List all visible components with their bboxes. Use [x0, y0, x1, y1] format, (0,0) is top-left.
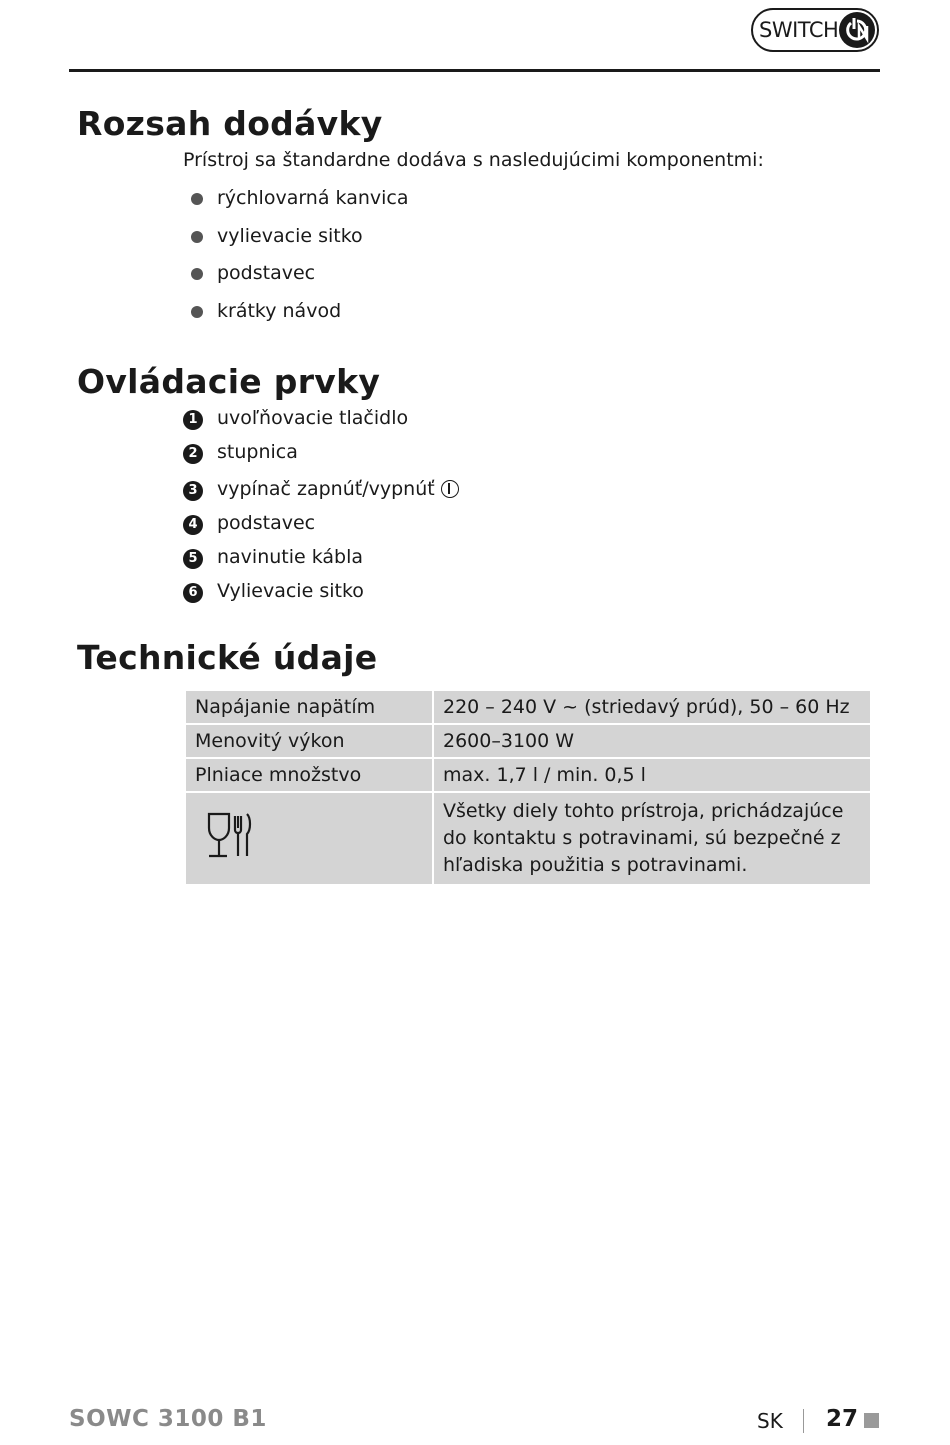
table-cell-icon: [185, 792, 433, 885]
food-safe-icon: [207, 810, 253, 868]
control-item: [217, 478, 459, 500]
number-badge-5: 5: [183, 549, 203, 569]
footer-divider: [803, 1409, 804, 1433]
list-item: rýchlovarná kanvica: [217, 187, 409, 209]
control-item: podstavec: [217, 512, 316, 534]
bullet-icon: [191, 231, 203, 243]
section-title-controls: Ovládacie prvky: [77, 362, 381, 401]
power-switch-icon: [441, 480, 459, 498]
section-title-delivery: Rozsah dodávky: [77, 104, 383, 143]
table-row: [185, 758, 871, 792]
table-cell-value: 2600–3100 W: [433, 724, 871, 758]
table-cell-value: max. 1,7 l / min. 0,5 l: [433, 758, 871, 792]
table-cell-value: Všetky diely tohto prístroja, prichádzajúce do kontaktu s potravinami, sú bezpečné z hľadiska použitia s potravinami.: [433, 792, 871, 885]
bullet-icon: [191, 193, 203, 205]
number-badge-4: 4: [183, 515, 203, 535]
delivery-intro: Prístroj sa štandardne dodáva s nasledujúcimi komponentmi:: [183, 149, 764, 171]
footer-model: SOWC 3100 B1: [69, 1406, 267, 1432]
control-item: Vylievacie sitko: [217, 580, 364, 602]
footer-square-icon: [864, 1413, 879, 1428]
list-item: podstavec: [217, 262, 316, 284]
table-cell-label: Plniace množstvo: [185, 758, 433, 792]
number-badge-2: 2: [183, 444, 203, 464]
table-cell-label: Napájanie napätím: [185, 690, 433, 724]
table-row: [185, 724, 871, 758]
control-item: uvoľňovacie tlačidlo: [217, 407, 409, 429]
table-cell-label: Menovitý výkon: [185, 724, 433, 758]
footer-language: SK: [757, 1409, 783, 1433]
list-item: vylievacie sitko: [217, 225, 363, 247]
bullet-icon: [191, 268, 203, 280]
table-row: [185, 792, 871, 885]
bullet-icon: [191, 306, 203, 318]
page-number: 27: [826, 1406, 859, 1432]
number-badge-6: 6: [183, 583, 203, 603]
header-rule: [69, 69, 880, 72]
control-item: stupnica: [217, 441, 298, 463]
table-cell-value: 220 – 240 V ~ (striedavý prúd), 50 – 60 Hz: [433, 690, 871, 724]
control-item-label: vypínač zapnúť/vypnúť: [217, 478, 435, 500]
control-item: navinutie kábla: [217, 546, 364, 568]
number-badge-1: 1: [183, 410, 203, 430]
logo-text: SWITCH: [759, 18, 839, 42]
table-row: [185, 690, 871, 724]
list-item: krátky návod: [217, 300, 342, 322]
number-badge-3: 3: [183, 481, 203, 501]
power-on-logo-icon: [839, 12, 875, 48]
brand-logo: [751, 8, 879, 52]
tech-spec-table: [184, 689, 872, 886]
section-title-tech: Technické údaje: [77, 638, 378, 677]
